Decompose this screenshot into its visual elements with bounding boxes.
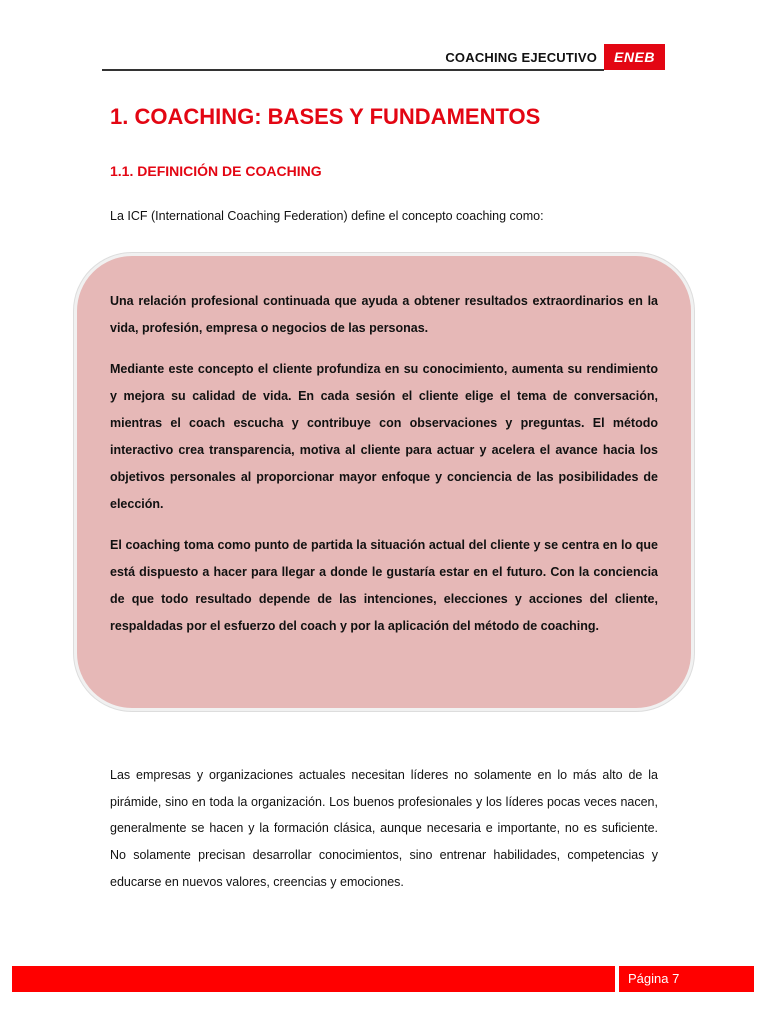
page-header — [102, 44, 665, 70]
callout-paragraph: Una relación profesional continuada que ayuda a obtener resultados extraordinarios en la vida, profesión, empresa o negocios de las personas. — [110, 294, 658, 335]
subsection-heading: 1.1. DEFINICIÓN DE COACHING — [110, 163, 322, 179]
footer-bar — [12, 966, 615, 992]
section-heading: 1. COACHING: BASES Y FUNDAMENTOS — [110, 104, 541, 129]
page-number: Página 7 — [619, 966, 754, 992]
header-divider — [102, 69, 604, 71]
callout-paragraph: Mediante este concepto el cliente profundiza en su conocimiento, aumenta su rendimiento y mejora su calidad de vida. En cada sesión el cliente elige el tema de conversación, mientras el coach escucha y contribuye con observaciones y preguntas. El método interactivo crea transparencia, motiva al cliente para actuar y acelera el avance hacia los objetivos personales al proporcionar mayor enfoque y conciencia de las posibilidades de elección. — [110, 362, 658, 511]
intro-text: La ICF (International Coaching Federation) define el concepto coaching como: — [110, 209, 544, 223]
header-title: COACHING EJECUTIVO — [445, 50, 597, 65]
callout-paragraph: El coaching toma como punto de partida la situación actual del cliente y se centra en lo que está dispuesto a hacer para llegar a donde le gustaría estar en el futuro. Con la conciencia de que todo resultado depende de las intenciones, elecciones y acciones del cliente, respaldadas por el esfuerzo del coach y por la aplicación del método de coaching. — [110, 538, 658, 633]
definition-callout-text — [110, 288, 658, 654]
eneb-logo: ENEB — [604, 44, 665, 70]
body-paragraph: Las empresas y organizaciones actuales necesitan líderes no solamente en lo más alto de la pirámide, sino en toda la organización. Los buenos profesionales y los líderes pocas veces nacen, generalmente se hacen y la formación clásica, aunque necesaria e importante, no es suficiente. No solamente precisan desarrollar conocimientos, sino entrenar habilidades, competencias y educarse en nuevos valores, creencias y emociones. — [110, 768, 658, 889]
